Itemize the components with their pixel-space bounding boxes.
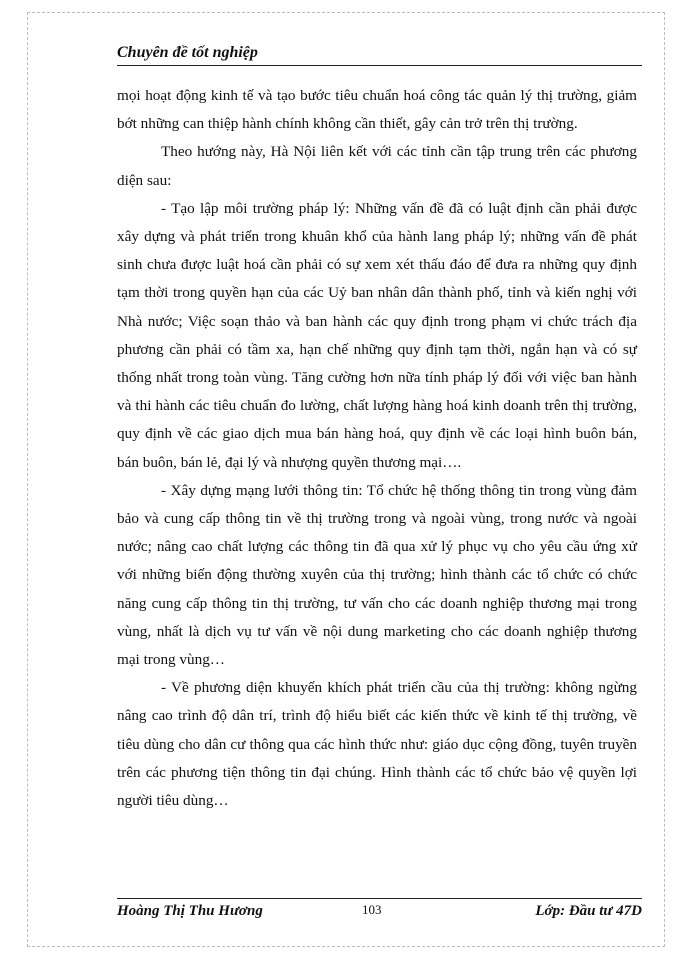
paragraph-market-demand: - Về phương diện khuyến khích phát triển cầu của thị trường: không ngừng nâng cao trình độ dân trí, trình độ hiểu biết các kiến thức về kinh tế thị trường, về tiêu dùng cho dân cư thông qua các hình thức như: giáo dục cộng đồng, tuyên truyền trên các phương tiện thông tin đại chúng. Hình thành các tổ chức bảo vệ quyền lợi người tiêu dùng… (117, 679, 637, 810)
footer-author: Hoàng Thị Thu Hương (117, 903, 263, 919)
header-divider (117, 65, 642, 66)
paragraph-legal-environment: - Tạo lập môi trường pháp lý: Những vấn đề đã có luật định cần phải được xây dựng và phát triển trong khuân khổ của hành lang pháp lý; những vấn đề phát sinh chưa được luật hoá cần phải có sự xem xét thấu đáo để đưa ra những quy định tạm thời trong quyền hạn của các Uỷ ban nhân dân thành phố, tỉnh và kiến nghị với Nhà nước; Việc soạn thảo và ban hành các quy định trong phạm vi chức trách địa phương cần phải có tầm xa, hạn chế những quy định tạm thời, ngắn hạn và có sự thống nhất trong toàn vùng. Tăng cường hơn nữa tính pháp lý đối với việc ban hành và thi hành các tiêu chuẩn đo lường, chất lượng hàng hoá kinh doanh trên thị trường, quy định về các giao dịch mua bán hàng hoá, quy định về các loại hình buôn bán, bán buôn, bán lẻ, đại lý và nhượng quyền thương mại…. (117, 199, 637, 471)
footer-divider (117, 898, 642, 899)
paragraph-intro: Theo hướng này, Hà Nội liên kết với các tỉnh cần tập trung trên các phương diện sau: (117, 143, 637, 189)
document-body (117, 82, 637, 815)
header-title: Chuyên đề tốt nghiệp (117, 44, 258, 61)
footer-class: Lớp: Đầu tư 47D (535, 903, 642, 919)
paragraph-continuation: mọi hoạt động kinh tế và tạo bước tiêu chuẩn hoá công tác quản lý thị trường, giảm bớt những can thiệp hành chính không cần thiết, gây cản trở trên thị trường. (117, 87, 637, 133)
paragraph-information-network: - Xây dựng mạng lưới thông tin: Tổ chức hệ thống thông tin trong vùng đảm bảo và cung cấp thông tin về thị trường trong và ngoài vùng, trong nước và ngoài nước; nâng cao chất lượng các thông tin đã qua xử lý phục vụ cho yêu cầu ứng xử với những biến động thường xuyên của thị trường; hình thành các tổ chức có chức năng cung cấp thông tin thị trường, tư vấn cho các doanh nghiệp thương mại trong vùng, nhất là dịch vụ tư vấn về nội dung marketing cho các doanh nghiệp thương mại trong vùng… (117, 481, 637, 669)
page-number: 103 (362, 902, 382, 917)
